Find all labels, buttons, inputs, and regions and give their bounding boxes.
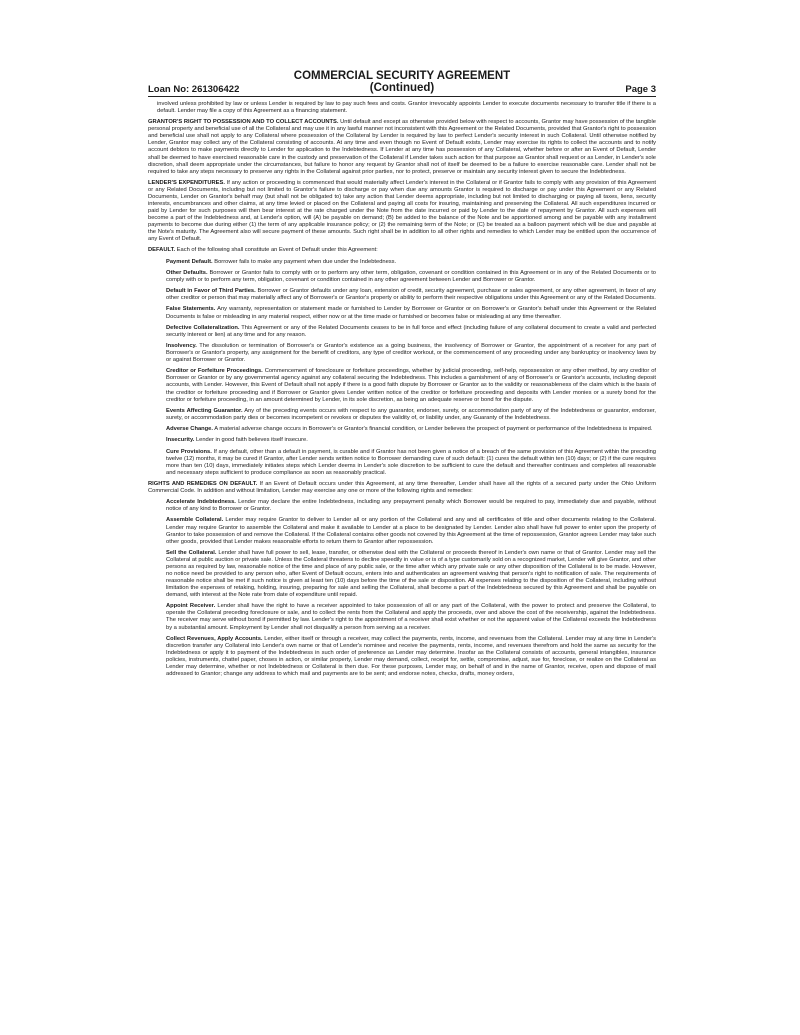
paragraph-heading: Sell the Collateral. [166, 549, 217, 556]
document-subtitle: (Continued) [369, 82, 435, 94]
paragraph-text: Each of the following shall constitute an Event of Default under this Agreement: [176, 247, 378, 254]
paragraph-text: The dissolution or termination of Borrower's or Grantor's existence as a going business, the insolvency of Borrower or Grantor, the appointment of a receiver for any part of Borrower's or Grantor's property, any assignment for the benefit of creditors, any type of creditor workout, or the commencement of any proceeding under any bankruptcy or insolvency laws by or against Borrower or Grantor. [166, 343, 656, 364]
paragraph-text: Borrower or Grantor defaults under any loan, extension of credit, security agreement, purchase or sales agreement, or any other agreement, in favor of any other creditor or person that may materially affect any of Borrower's or Grantor's property or ability to perform their respective obligations under this Agreement or any of the Related Documents. [166, 288, 656, 302]
paragraph-text: If any default, other than a default in payment, is curable and if Grantor has not been given a notice of a breach of the same provision of this Agreement within the preceding twelve (12) months, it may be cured if Grantor, after Lender sends written notice to Borrower demanding cure of such default: (1) cures the default within ten (10) days; or (2) if the cure requires more than ten (10) days, immediately initiates steps which Lender deems in Lender's sole discretion to be sufficient to cure the default and thereafter continues and completes all reasonable and necessary steps sufficient to produce compliance as soon as reasonably practical. [166, 448, 656, 476]
subsection-paragraph [166, 636, 656, 678]
subsection-paragraph [166, 499, 656, 513]
subsection-paragraph [166, 368, 656, 403]
paragraph-text: Commencement of foreclosure or forfeiture proceedings, whether by judicial proceeding, self-help, repossession or any other method, by any creditor of Borrower or Grantor or by any governmental agency against any collateral securing the Indebtedness. This includes a garnishment of any of Borrower's or Grantor's accounts, including deposit accounts, with Lender. However, this Event of Default shall not apply if there is a good faith dispute by Borrower or Grantor as to the validity or reasonableness of the claim which is the basis of the creditor or forfeiture proceeding and if Borrower or Grantor gives Lender written notice of the creditor or forfeiture proceeding and deposits with Lender monies or a surety bond for the creditor or forfeiture proceeding, in an amount determined by Lender, in its sole discretion, as being an adequate reserve or bond for the dispute. [166, 368, 656, 403]
section-paragraph [148, 119, 656, 175]
section-paragraph [157, 101, 656, 115]
paragraph-heading: Defective Collateralization. [166, 324, 240, 331]
paragraph-heading: False Statements. [166, 306, 216, 313]
paragraph-heading: RIGHTS AND REMEDIES ON DEFAULT. [148, 480, 258, 487]
paragraph-heading: Cure Provisions. [166, 448, 212, 455]
section-paragraph [148, 180, 656, 243]
paragraph-heading: Other Defaults. [166, 269, 208, 276]
subsection-paragraph [166, 550, 656, 599]
document-title: COMMERCIAL SECURITY AGREEMENT [293, 70, 511, 82]
paragraph-heading: GRANTOR'S RIGHT TO POSSESSION AND TO COLLECT ACCOUNTS. [148, 119, 339, 126]
header-divider [148, 96, 656, 97]
subsection-paragraph [166, 288, 656, 302]
paragraph-text: Any warranty, representation or statement made or furnished to Lender by Borrower or Grantor or on Borrower's or Grantor's behalf under this Agreement or the Related Documents is false or misleading in any material respect, either now or at the time made or furnished or becomes false or misleading at any time thereafter. [166, 306, 657, 320]
paragraph-heading: DEFAULT. [148, 247, 176, 254]
section-paragraph [148, 481, 656, 495]
paragraph-text: This Agreement or any of the Related Documents ceases to be in full force and effect (including failure of any collateral document to create a valid and perfected security interest or lien) at any time and for any reason. [166, 324, 656, 338]
paragraph-text: Any of the preceding events occurs with respect to any guarantor, endorser, surety, or accommodation party of any of the Indebtedness or guarantor, endorser, surety, or accommodation party dies or becomes incompetent or revokes or disputes the validity of, or liability under, any Guaranty of the Indebtedness. [166, 407, 657, 421]
paragraph-text: Borrower or Grantor fails to comply with or to perform any other term, obligation, covenant or condition contained in this Agreement or in any of the Related Documents or to comply with or to perform any term, obligation, covenant or condition contained in any other agreement between Lender and Borrower or Grantor. [166, 269, 656, 283]
subsection-paragraph [166, 449, 656, 477]
paragraph-heading: Creditor or Forfeiture Proceedings. [166, 368, 263, 375]
loan-number: Loan No: 261306422 [148, 84, 240, 95]
paragraph-heading: Adverse Change. [166, 426, 213, 433]
subsection-paragraph [166, 343, 656, 364]
paragraph-text: A material adverse change occurs in Borrower's or Grantor's financial condition, or Lender believes the prospect of payment or performance of the Indebtedness is impaired. [214, 426, 653, 433]
document-body [148, 101, 656, 682]
subsection-paragraph [166, 603, 656, 631]
subsection-paragraph [166, 517, 656, 545]
paragraph-heading: LENDER'S EXPENDITURES. [148, 179, 225, 186]
paragraph-text: involved unless prohibited by law or unless Lender is required by law to pay such fees and costs. Grantor irrevocably appoints Lender to execute documents necessary to transfer title if there is a default. Lender may file a copy of this Agreement as a financing statement. [157, 101, 656, 115]
paragraph-text: Until default and except as otherwise provided below with respect to accounts, Grantor may have possession of the tangible personal property and beneficial use of all the Collateral and may use it in any lawful manner not inconsistent with this Agreement or the Related Documents, provided that Grantor's right to possession and beneficial use shall not apply to any Collateral where possession of the Collateral by Lender is required by law to perfect Lender's security interest in such Collateral. Until otherwise notified by Lender, Grantor may collect any of the Collateral consisting of accounts. At any time and even though no Event of Default exists, Lender may exercise its rights to collect the accounts and to notify account debtors to make payments directly to Lender for application to the Indebtedness. If Lender at any time has possession of any Collateral, whether before or after an Event of Default, Lender shall be deemed to have exercised reasonable care in the custody and preservation of the Collateral if Lender takes such action for that purpose as Grantor shall request or as Lender, in Lender's sole discretion, shall deem appropriate under the circumstances, but failure to honor any request by Grantor shall not of itself be deemed to be a failure to exercise reasonable care. Lender shall not be required to take any steps necessary to preserve any rights in the Collateral against prior parties, nor to protect, preserve or maintain any security interest given to secure the Indebtedness. [148, 119, 657, 175]
subsection-paragraph [166, 426, 656, 433]
paragraph-heading: Events Affecting Guarantor. [166, 407, 243, 414]
subsection-paragraph [166, 437, 656, 444]
paragraph-heading: Insecurity. [166, 437, 195, 444]
paragraph-text: Lender may declare the entire Indebtedness, including any prepayment penalty which Borrower would be required to pay, immediately due and payable, without notice of any kind to Borrower or Grantor. [166, 499, 656, 513]
paragraph-text: If an Event of Default occurs under this Agreement, at any time thereafter, Lender shall have all the rights of a secured party under the Ohio Uniform Commercial Code. In addition and without limitation, Lender may exercise any one or more of the following rights and remedies: [148, 480, 656, 494]
paragraph-text: Lender shall have full power to sell, lease, transfer, or otherwise deal with the Collateral or proceeds thereof in Lender's own name or that of Grantor. Lender may sell the Collateral at public auction or private sale. Unless the Collateral threatens to decline speedily in value or is of a type customarily sold on a recognized market, Lender will give Grantor, and other persons as required by law, reasonable notice of the time and place of any public sale, or the time after which any private sale or any other disposition of the Collateral is to be made. However, no notice need be provided to any person who, after Event of Default occurs, enters into and authenticates an agreement waiving that person's right to notification of sale. The requirements of reasonable notice shall be met if such notice is given at least ten (10) days before the time of the sale or disposition. All expenses relating to the disposition of the Collateral, including without limitation the expenses of retaking, holding, insuring, preparing for sale and selling the Collateral, shall become a part of the Indebtedness secured by this Agreement and shall be payable on demand, with interest at the Note rate from date of expenditure until repaid. [166, 549, 656, 599]
paragraph-heading: Appoint Receiver. [166, 603, 216, 610]
paragraph-heading: Insolvency. [166, 343, 197, 350]
subsection-paragraph [166, 259, 656, 266]
subsection-paragraph [166, 325, 656, 339]
paragraph-text: Lender shall have the right to have a receiver appointed to take possession of all or any part of the Collateral, with the power to protect and preserve the Collateral, to operate the Collateral preceding foreclosure or sale, and to collect the rents from the Collateral and apply the proceeds, over and above the cost of the receivership, against the Indebtedness. The receiver may serve without bond if permitted by law. Lender's right to the appointment of a receiver shall exist whether or not the apparent value of the Collateral exceeds the Indebtedness by a substantial amount. Employment by Lender shall not disqualify a person from serving as a receiver. [166, 603, 656, 631]
section-paragraph [148, 247, 656, 254]
paragraph-heading: Assemble Collateral. [166, 517, 224, 524]
subsection-paragraph [166, 408, 656, 422]
paragraph-heading: Collect Revenues, Apply Accounts. [166, 635, 263, 642]
paragraph-heading: Accelerate Indebtedness. [166, 499, 236, 506]
page-header [148, 70, 656, 96]
subsection-paragraph [166, 270, 656, 284]
subsection-paragraph [166, 306, 656, 320]
page-number: Page 3 [625, 84, 656, 95]
paragraph-text: Borrower fails to make any payment when due under the Indebtedness. [214, 258, 397, 265]
paragraph-text: Lender may require Grantor to deliver to Lender all or any portion of the Collateral and any and all certificates of title and other documents relating to the Collateral. Lender may require Grantor to assemble the Collateral and make it available to Lender at a place to be designated by Lender. Lender also shall have full power to enter upon the property of Grantor to take possession of and remove the Collateral. If the Collateral contains other goods not covered by this Agreement at the time of repossession, Grantor agrees Lender may take such other goods, provided that Lender makes reasonable efforts to return them to Grantor after repossession. [166, 517, 656, 545]
paragraph-text: If any action or proceeding is commenced that would materially affect Lender's interest in the Collateral or if Grantor fails to comply with any provision of this Agreement or any Related Documents, including but not limited to Grantor's failure to discharge or pay when due any amounts Grantor is required to discharge or pay under this Agreement or any Related Documents, Lender on Grantor's behalf may (but shall not be obligated to) take any action that Lender deems appropriate, including but not limited to discharging or paying all taxes, liens, security interests, encumbrances and other claims, at any time levied or placed on the Collateral and paying all costs for insuring, maintaining and preserving the Collateral. All such expenditures incurred or paid by Lender for such purposes will then bear interest at the rate charged under the Note from the date incurred or paid by Lender to the date of repayment by Grantor. All such expenses will become a part of the Indebtedness and, at Lender's option, will (A) be payable on demand; (B) be added to the balance of the Note and be apportioned among and be payable with any installment payments to become due during either (1) the term of any applicable insurance policy; or (2) the remaining term of the Note; or (C) be treated as a balloon payment which will be due and payable at the Note's maturity. The Agreement also will secure payment of these amounts. Such right shall be in addition to all other rights and remedies to which Lender may be entitled upon the occurrence of any Event of Default. [148, 179, 656, 243]
paragraph-heading: Default in Favor of Third Parties. [166, 288, 256, 295]
paragraph-text: Lender, either itself or through a receiver, may collect the payments, rents, income, and revenues from the Collateral. Lender may at any time in Lender's discretion transfer any Collateral into Lender's own name or that of Lender's nominee and receive the payments, rents, income, and revenues therefrom and hold the same as security for the Indebtedness or apply it to payment of the Indebtedness in such order of preference as Lender may determine. Insofar as the Collateral consists of accounts, general intangibles, insurance policies, instruments, chattel paper, choses in action, or similar property, Lender may demand, collect, receipt for, settle, compromise, adjust, sue for, foreclose, or realize on the Collateral as Lender may determine, whether or not Indebtedness or Collateral is then due. For these purposes, Lender may, on behalf of and in the name of Grantor, receive, open and dispose of mail addressed to Grantor; change any address to which mail and payments are to be sent; and endorse notes, checks, drafts, money orders, [166, 635, 656, 677]
paragraph-text: Lender in good faith believes itself insecure. [195, 437, 308, 444]
paragraph-heading: Payment Default. [166, 258, 213, 265]
